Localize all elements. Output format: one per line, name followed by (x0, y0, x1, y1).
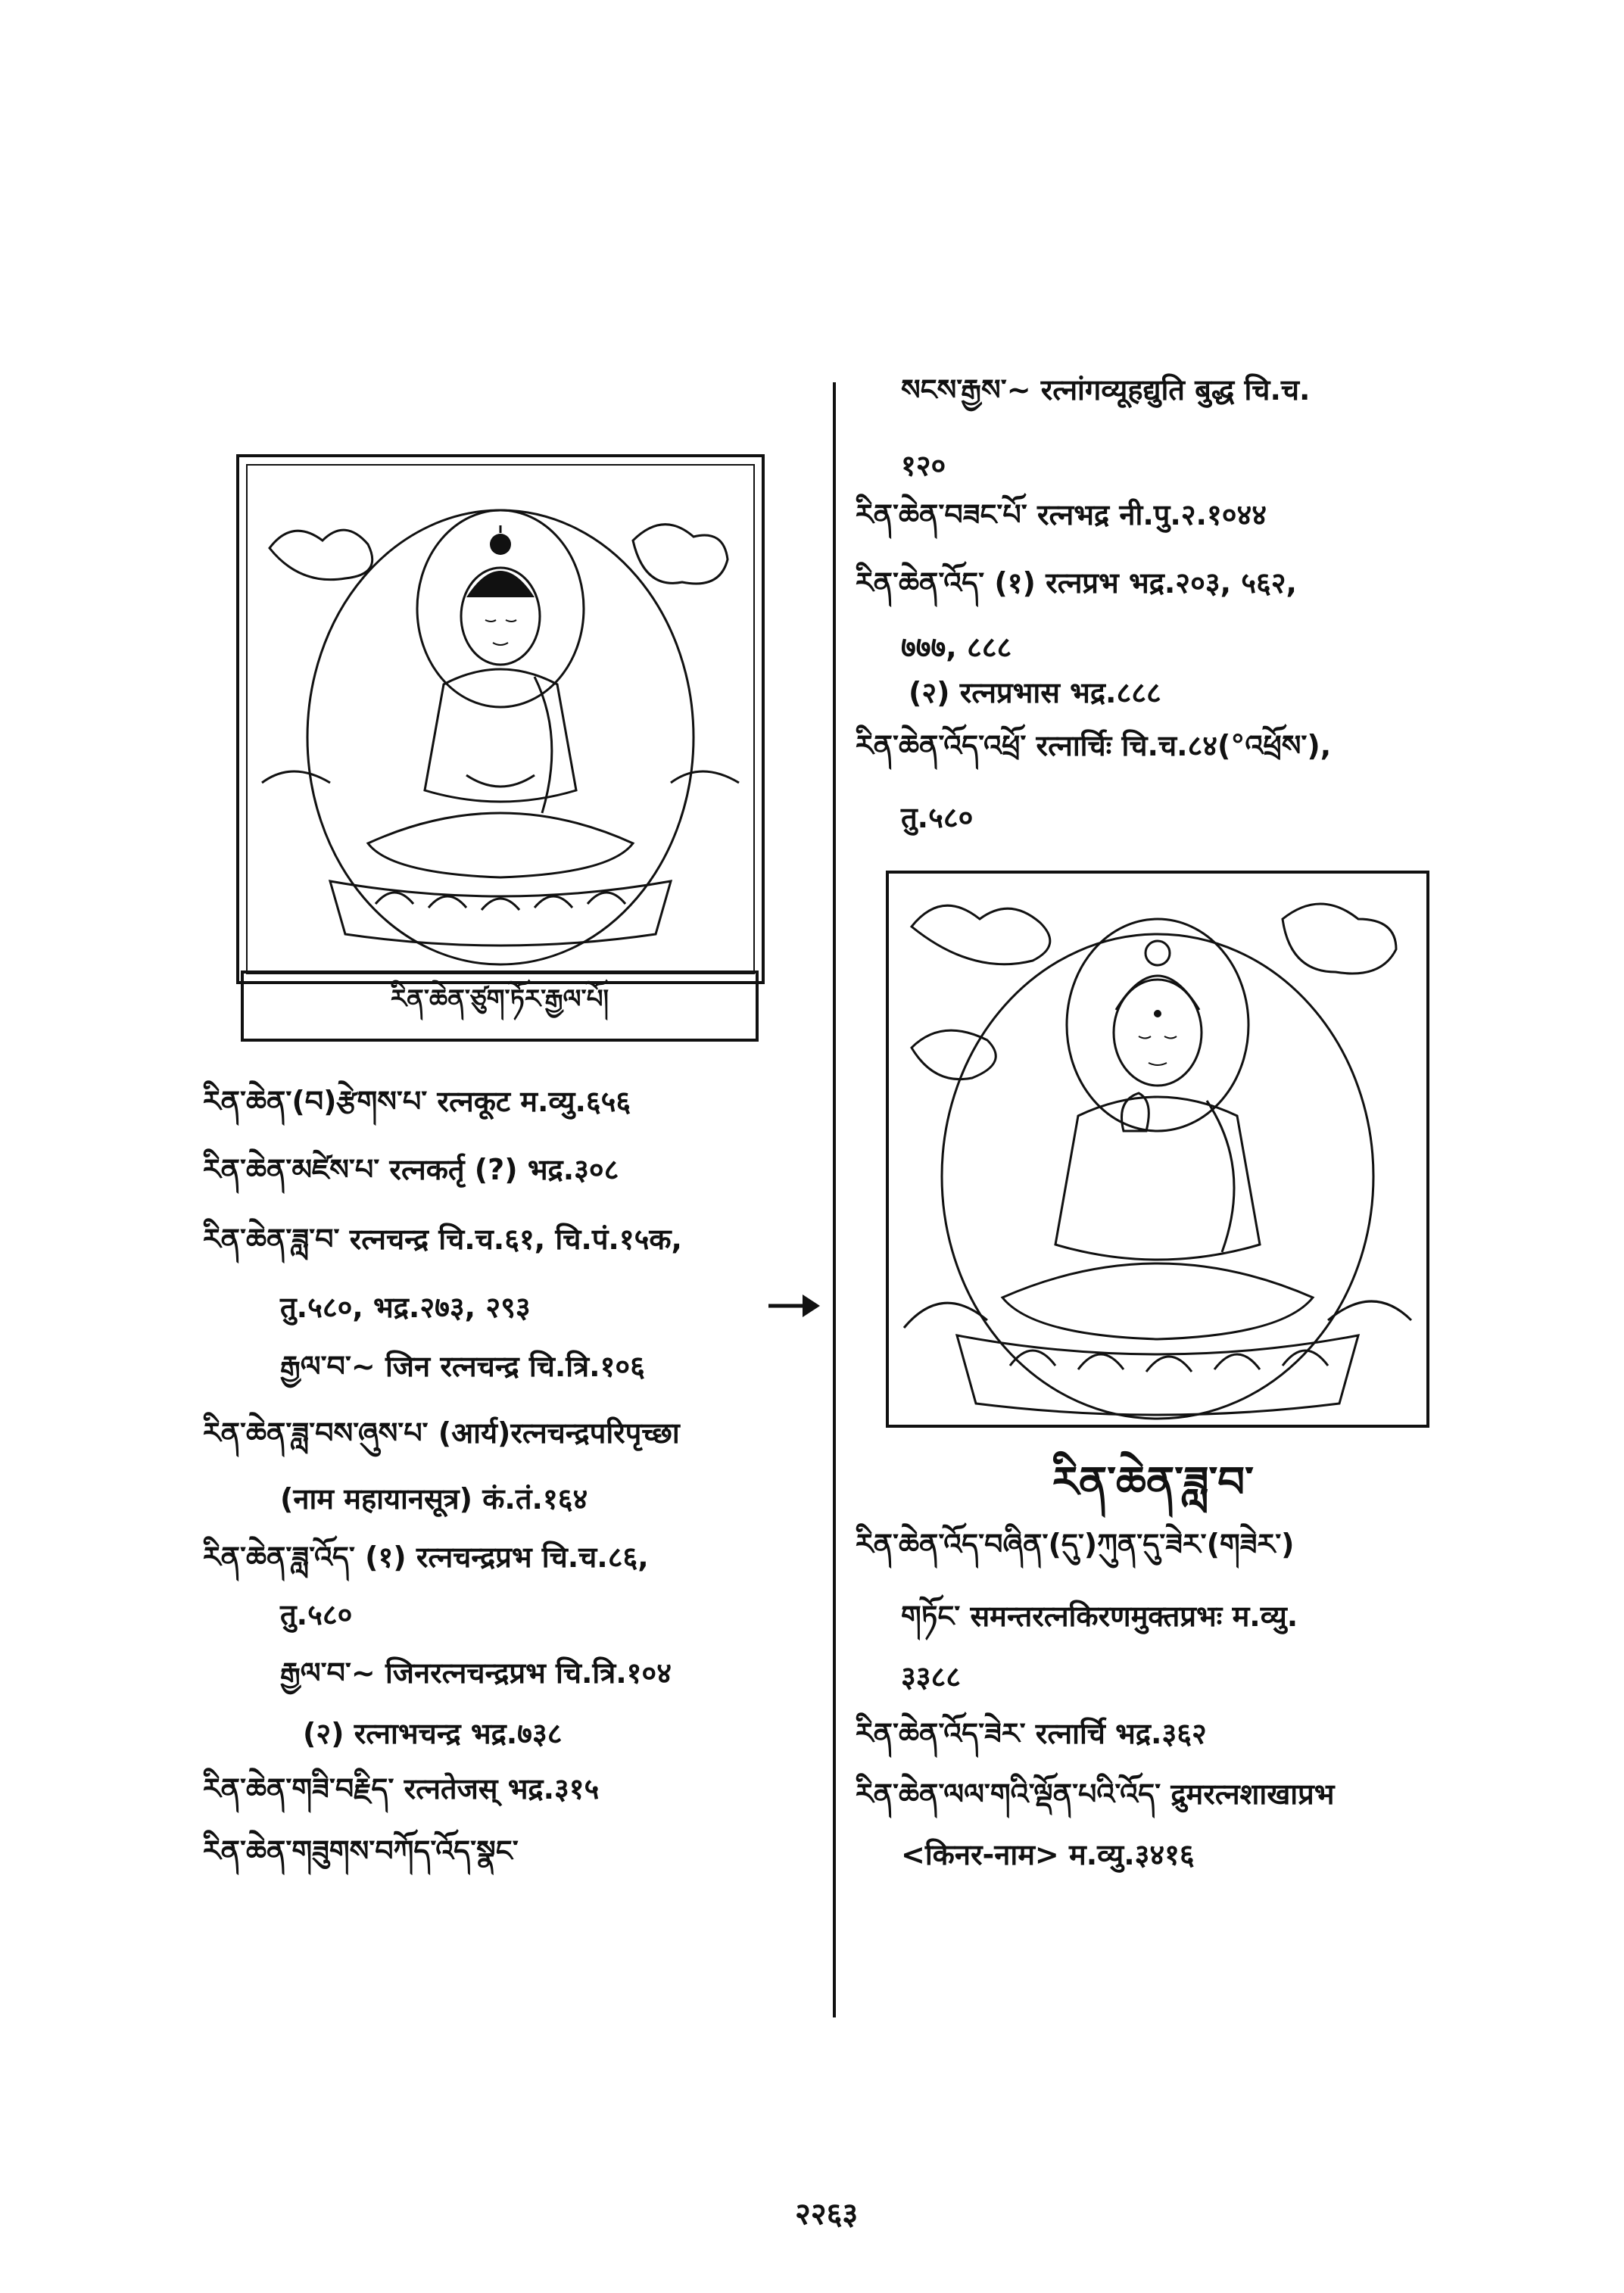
meditating-buddha-drawing (239, 457, 762, 981)
buddha-illustration-left (236, 454, 765, 984)
right-entry-line-3: རིན་ཆེན་བཟང་པོ་ रत्नभद्र नी.पु.२.१०४४ (856, 498, 1267, 531)
left-entry-line-1: རིན་ཆེན་(བ)རྩེགས་པ་ रत्नकूट म.व्यु.६५६ (203, 1085, 631, 1118)
right-entry-line-7: རིན་ཆེན་འོད་འཕྲོ་ रत्नार्चिः चि.च.८४(°འཕྲོས་), (856, 729, 1332, 762)
left-entry-line-2: རིན་ཆེན་མཛེས་པ་ रत्नकर्तृ (?) भद्र.३०८ (203, 1153, 619, 1186)
left-entry-line-9: तु.५८० (280, 1598, 353, 1631)
left-entry-line-10: རྒྱལ་བ་~ जिनरत्नचन्द्रप्रभ चि.त्रि.१०४ (280, 1656, 672, 1690)
right-entry-line-13: རིན་ཆེན་ལལ་གའི་ལྡོན་པའི་འོད་ द्रुमरत्नशाखाप्रभ (856, 1777, 1335, 1811)
right-entry-line-12: རིན་ཆེན་འོད་ཟེར་ रत्नार्चि भद्र.३६२ (856, 1717, 1207, 1750)
right-entry-line-6: (२) रत्नप्रभास भद्र.८८८ (909, 676, 1161, 709)
buddha-illustration-right (886, 871, 1429, 1428)
right-entry-line-10: གཏོང་ समन्तरत्नकिरणमुक्तप्रभः म.व्यु. (901, 1600, 1298, 1633)
left-entry-line-7: (नाम महायानसूत्र) कं.तं.१६४ (280, 1482, 588, 1516)
left-figure-caption (241, 970, 759, 1042)
left-entry-line-4: तु.५८०, भद्र.२७३, २९३ (280, 1291, 531, 1324)
left-entry-line-3: རིན་ཆེན་ཟླ་བ་ रत्नचन्द्र चि.च.६१, चि.पं.१५क, (203, 1223, 682, 1256)
left-figure-caption-text: རིན་ཆེན་ཙུག་ཏོར་རྒྱལ་པོ། (390, 984, 609, 1014)
left-entry-line-12: རིན་ཆེན་གཟི་བརྗིད་ रत्नतेजस् भद्र.३१५ (203, 1772, 600, 1805)
column-divider (833, 382, 836, 2017)
left-entry-line-8: རིན་ཆེན་ཟླ་འོད་ (१) रत्नचन्द्रप्रभ चि.च.८६, (203, 1541, 649, 1574)
right-entry-line-8: तु.५८० (901, 801, 974, 834)
right-entry-line-2: १२० (901, 449, 946, 482)
right-entry-line-4: རིན་ཆེན་འོད་ (१) रत्नप्रभ भद्र.२०३, ५६२, (856, 566, 1297, 600)
teaching-buddha-drawing (889, 874, 1426, 1425)
left-entry-line-11: (२) रत्नाभचन्द्र भद्र.७३८ (303, 1717, 563, 1750)
left-entry-line-5: རྒྱལ་བ་~ जिन रत्नचन्द्र चि.त्रि.१०६ (280, 1350, 645, 1383)
page-number: २२६३ (795, 2197, 859, 2232)
right-entry-line-11: ३३८८ (901, 1660, 962, 1693)
left-entry-line-13: རིན་ཆེན་གཟུགས་བཀོད་འོད་སྣང་ (203, 1834, 519, 1868)
left-entry-line-6: རིན་ཆེན་ཟླ་བས་ཞུས་པ་ (आर्य)रत्नचन्द्रपरिपृच्छा (203, 1416, 680, 1450)
right-entry-line-14: <किनर-नाम> म.व्यु.३४१६ (901, 1838, 1195, 1871)
right-entry-line-1: སངས་རྒྱས་~ रत्नांगव्यूहद्युति बुद्ध चि.च. (901, 373, 1311, 407)
right-entry-line-5: ७७७, ८८८ (901, 631, 1012, 664)
right-figure-caption: རིན་ཆེན་ཟླ་བ་ (1052, 1458, 1254, 1507)
right-entry-line-9: རིན་ཆེན་འོད་བཞིན་(དུ་)ཀུན་དུ་ཟེར་(གཟེར་) (856, 1528, 1295, 1561)
right-arrow-icon (768, 1291, 821, 1321)
